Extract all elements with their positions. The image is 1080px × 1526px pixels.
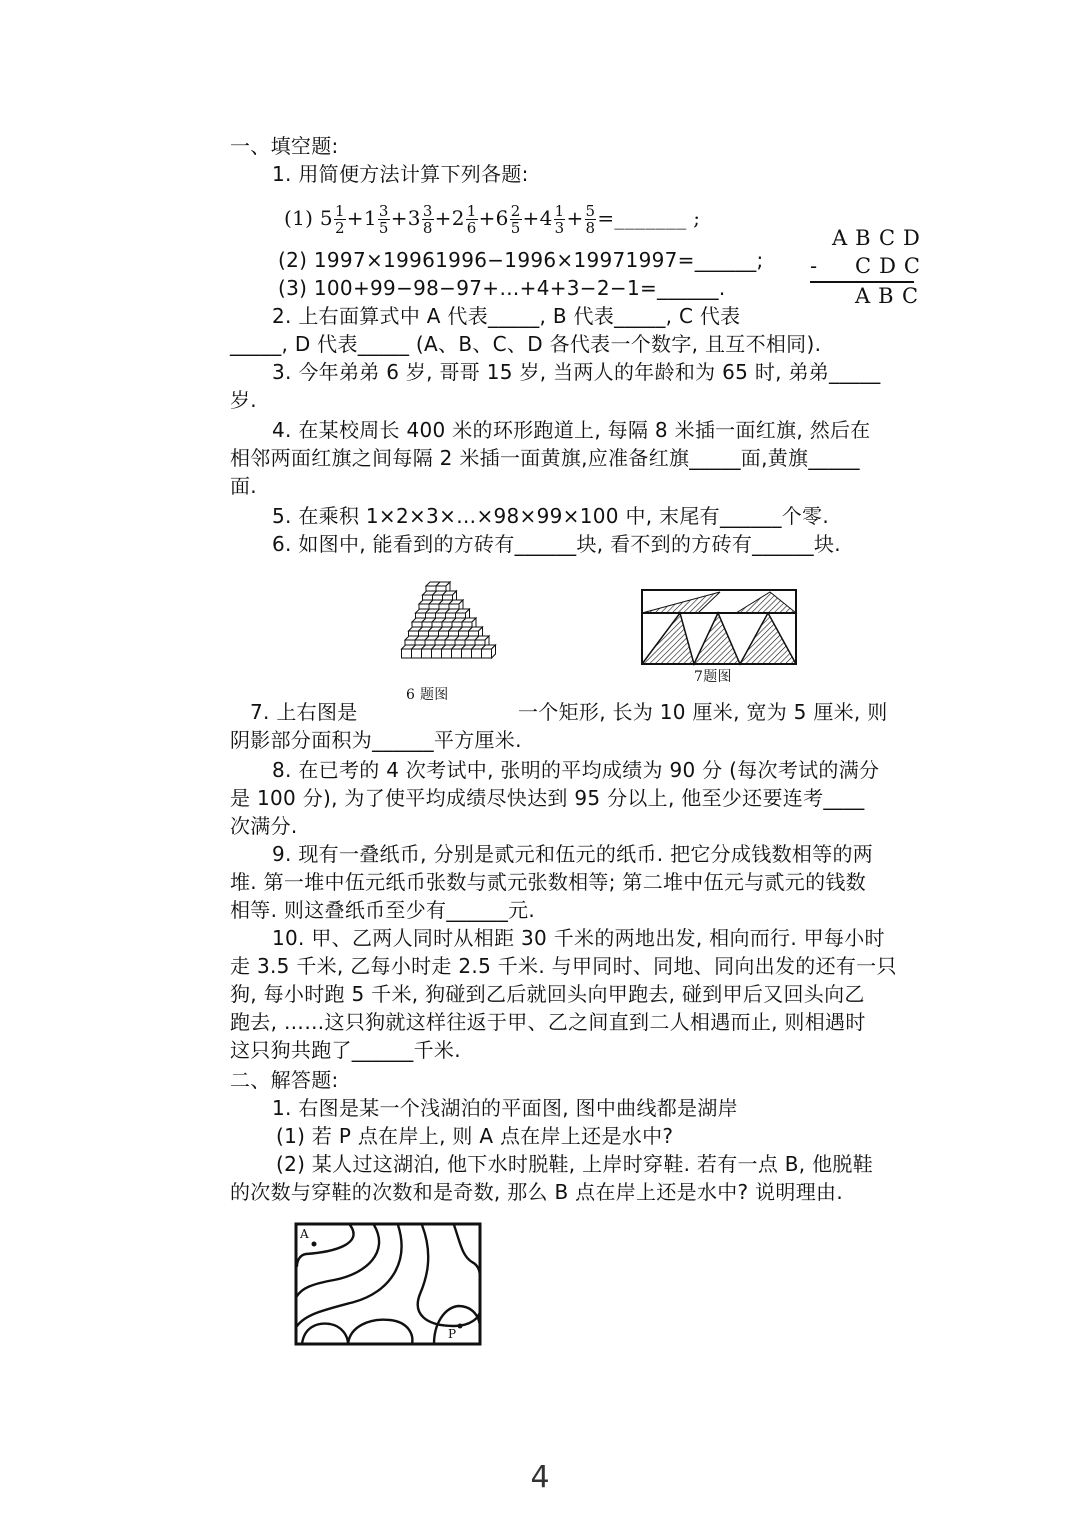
section2-title: 二、解答题: xyxy=(230,1068,339,1092)
fraction-denominator: 2 xyxy=(334,219,345,237)
fraction-numerator: 1 xyxy=(334,202,345,220)
fraction xyxy=(334,203,346,236)
q2-line1: 2. 上右面算式中 A 代表_____, B 代表_____, C 代表 xyxy=(272,304,741,328)
lake-map-label-a: A xyxy=(300,1227,309,1241)
fraction-denominator: 5 xyxy=(510,219,521,237)
brick-face xyxy=(422,649,432,658)
q1-part3: (3) 100+99−98−97+…+4+3−2−1=______. xyxy=(278,276,726,300)
q1-stem: 1. 用简便方法计算下列各题: xyxy=(272,162,529,186)
mixed-number-whole: 6 xyxy=(495,206,509,230)
mixed-number-whole: 4 xyxy=(539,206,553,230)
q10-line1: 10. 甲、乙两人同时从相距 30 千米的两地出发, 相向而行. 甲每小时 xyxy=(272,926,885,950)
page-number: 4 xyxy=(530,1460,550,1495)
q8-line1: 8. 在已考的 4 次考试中, 张明的平均成绩为 90 分 (每次考试的满分 xyxy=(272,758,880,782)
q1-part1-expression xyxy=(284,198,700,238)
q2-line2: _____, D 代表_____ (A、B、C、D 各代表一个数字, 且互不相同). xyxy=(230,332,822,356)
fraction xyxy=(510,203,522,236)
q3-line1: 3. 今年弟弟 6 岁, 哥哥 15 岁, 当两人的年龄和为 65 时, 弟弟_____ xyxy=(272,360,881,384)
fraction-numerator: 2 xyxy=(510,202,521,220)
q10-line4: 跑去, ……这只狗就这样往返于甲、乙之间直到二人相遇而止, 则相遇时 xyxy=(230,1010,866,1034)
brick-face xyxy=(482,649,492,658)
operator: + xyxy=(566,206,584,230)
q7-line2: 阴影部分面积为______平方厘米. xyxy=(230,728,522,752)
mixed-number-whole: 3 xyxy=(407,206,421,230)
subtraction-top-row: ABCD xyxy=(832,226,928,250)
s2-q1-part2-line2: 的次数与穿鞋的次数和是奇数, 那么 B 点在岸上还是水中? 说明理由. xyxy=(230,1180,843,1204)
fraction-denominator: 8 xyxy=(422,219,433,237)
operator: + xyxy=(434,206,452,230)
fraction xyxy=(585,203,597,236)
q8-line2: 是 100 分), 为了使平均成绩尽快达到 95 分以上, 他至少还要连考____ xyxy=(230,786,865,810)
q1-part1-label: (1) xyxy=(284,206,314,230)
section1-title: 一、填空题: xyxy=(230,134,339,158)
operator: + xyxy=(522,206,540,230)
operator: + xyxy=(346,206,364,230)
fraction-numerator: 1 xyxy=(466,202,477,220)
q4-line2: 相邻两面红旗之间每隔 2 米插一面黄旗,应准备红旗_____面,黄旗_____ xyxy=(230,446,860,470)
fraction xyxy=(378,203,390,236)
mixed-number-whole: 2 xyxy=(451,206,465,230)
lake-map xyxy=(294,1222,482,1346)
s2-q1-part1: (1) 若 P 点在岸上, 则 A 点在岸上还是水中? xyxy=(276,1124,674,1148)
s2-q1-stem: 1. 右图是某一个浅湖泊的平面图, 图中曲线都是湖岸 xyxy=(272,1096,738,1120)
figure6-brick-pyramid xyxy=(394,564,498,666)
brick-face xyxy=(472,649,482,658)
figure7-rectangle xyxy=(640,588,798,666)
brick-face xyxy=(412,649,422,658)
fraction-numerator: 3 xyxy=(378,202,389,220)
subtraction-bottom-row: ABC xyxy=(855,284,927,308)
q10-line2: 走 3.5 千米, 乙每小时走 2.5 千米. 与甲同时、同地、同向出发的还有一只 xyxy=(230,954,897,978)
q3-line2: 岁. xyxy=(230,388,257,412)
q1-part2: (2) 1997×19961996−1996×19971997=______; xyxy=(278,248,764,272)
fraction-denominator: 6 xyxy=(466,219,477,237)
q1-part1-terms xyxy=(319,202,701,237)
brick-face xyxy=(432,649,442,658)
fraction-denominator: 5 xyxy=(378,219,389,237)
q7-line1-start: 7. 上右图是 xyxy=(250,700,358,724)
lake-map-label-p: P xyxy=(448,1327,457,1341)
fraction-numerator: 3 xyxy=(422,202,433,220)
brick-face xyxy=(462,649,472,658)
subtraction-middle-row: CDC xyxy=(855,254,928,278)
q9-line1: 9. 现有一叠纸币, 分别是贰元和伍元的纸币. 把它分成钱数相等的两 xyxy=(272,842,874,866)
fraction xyxy=(554,203,566,236)
fraction-denominator: 3 xyxy=(554,219,565,237)
operator: + xyxy=(390,206,408,230)
brick-face xyxy=(402,649,412,658)
operator: + xyxy=(478,206,496,230)
fraction xyxy=(466,203,478,236)
mixed-number-whole: 5 xyxy=(319,206,333,230)
q10-line3: 狗, 每小时跑 5 千米, 狗碰到乙后就回头向甲跑去, 碰到甲后又回头向乙 xyxy=(230,982,865,1006)
fraction-numerator: 5 xyxy=(585,202,596,220)
q5: 5. 在乘积 1×2×3×…×98×99×100 中, 末尾有______个零. xyxy=(272,504,830,528)
fraction xyxy=(422,203,434,236)
fraction-denominator: 8 xyxy=(585,219,596,237)
figure7-caption: 7题图 xyxy=(694,669,732,685)
figure6-caption: 6 题图 xyxy=(406,687,449,703)
brick-face xyxy=(452,649,462,658)
mixed-number-whole: 1 xyxy=(363,206,377,230)
operator: =_______ ; xyxy=(597,206,701,230)
brick-face xyxy=(442,649,452,658)
q8-line3: 次满分. xyxy=(230,814,298,838)
q7-line1-end: 一个矩形, 长为 10 厘米, 宽为 5 厘米, 则 xyxy=(518,700,888,724)
q6: 6. 如图中, 能看到的方砖有______块, 看不到的方砖有______块. xyxy=(272,532,841,556)
q4-line1: 4. 在某校周长 400 米的环形跑道上, 每隔 8 米插一面红旗, 然后在 xyxy=(272,418,871,442)
q9-line2: 堆. 第一堆中伍元纸币张数与贰元张数相等; 第二堆中伍元与贰元的钱数 xyxy=(230,870,867,894)
s2-q1-part2-line1: (2) 某人过这湖泊, 他下水时脱鞋, 上岸时穿鞋. 若有一点 B, 他脱鞋 xyxy=(276,1152,874,1176)
q4-line3: 面. xyxy=(230,474,257,498)
q10-line5: 这只狗共跑了______千米. xyxy=(230,1038,461,1062)
q9-line3: 相等. 则这叠纸币至少有______元. xyxy=(230,898,536,922)
subtraction-minus-sign: - xyxy=(810,254,826,278)
point-p-marker xyxy=(458,1324,463,1329)
point-a-marker xyxy=(312,1242,317,1247)
subtraction-rule xyxy=(810,281,914,283)
fraction-numerator: 1 xyxy=(554,202,565,220)
